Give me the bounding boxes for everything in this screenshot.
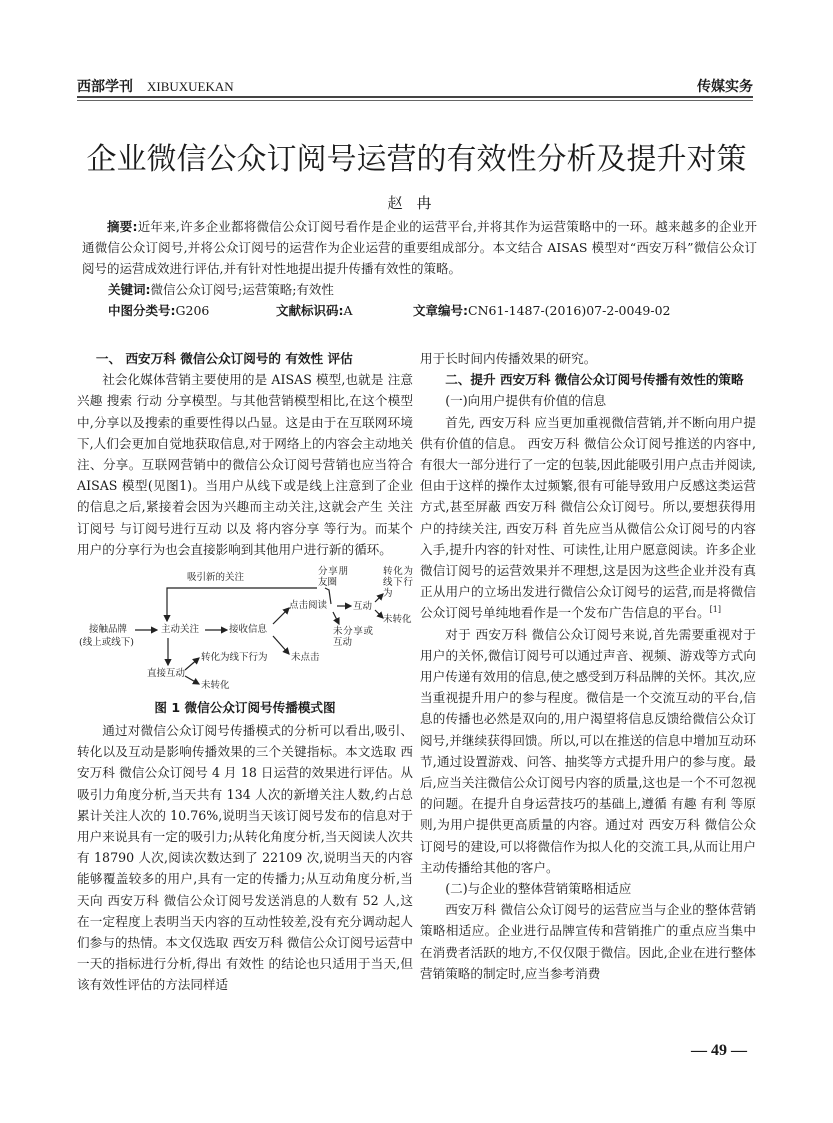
- page-number: — 49 —: [691, 1042, 747, 1059]
- classification-meta: [82, 300, 757, 321]
- node-not-click: 未点击: [291, 652, 320, 664]
- clc-label: 中图分类号:: [108, 303, 176, 318]
- article-no-value: CN61-1487-(2016)07-2-0049-02: [468, 303, 671, 318]
- arrow-interact-convert: [375, 594, 383, 602]
- paragraph-continued: 用于长时间内传播效果的研究。: [420, 351, 597, 366]
- keywords-label: 关键词:: [108, 282, 151, 297]
- author: 赵冉: [387, 194, 446, 212]
- left-column: [77, 348, 413, 996]
- arrow-direct-convert: [185, 658, 199, 670]
- node-interact: 互动: [353, 601, 373, 613]
- paragraph: 对于 西安万科 微信公众订阅号来说,首先需要重视对于用户的关怀,微信订阅号可以通过声音、视频、游戏等方式向用户传递有效用的信息,使之感受到万科品牌的关怀。其次,应当重视提升用户的参与程度。微信是一个交流互动的平台,信息的传播也必然是双向的,用户渴望将信息反馈给微信公众订阅号,并继续获得回馈。所以,可以在推送的信息中增加互动环节,通过设置游戏、问答、抽奖等方式提升用户的参与度。最后,应当关注微信公众订阅号内容的质量,这也是一个不可忽视的问题。在提升自身运营技巧的基础上,遵循 有趣 有利 等原则,为用户提供更高质量的内容。通过对 西安万科 微信公众订阅号的建设,可以将微信作为拟人化的交流工具,从而让用户主动传播给其他的客户。: [420, 626, 756, 875]
- paragraph-text: 首先, 西安万科 应当更加重视微信营销,并不断向用户提供有价值的信息。 西安万科 微信公众订阅号推送的内容中,有很大一部分进行了一定的包装,因此能吸引用户点击并阅读,但由于这样的操作太过频繁,很有可能导致用户反感这类运营方式,甚至屏蔽 西安万科 微信公众订阅号。所以,要想获得用户的持续关注, 西安万科 首先应当从微信公众订阅号的内容入手,提升内容的针对性、可读性,让用户愿意阅读。许多企业微信订阅号的运营效果并不理想,这是因为这些企业并没有真正从用户的立场出发进行微信公众订阅号的运营,而是将微信公众订阅号单纯地看作是一个发布广告信息的平台。: [420, 414, 756, 621]
- journal-name-latin: XIBUXUEKAN: [147, 79, 234, 94]
- keywords: [82, 279, 757, 300]
- node-convert-offline: 转化为线下行为: [201, 652, 268, 664]
- keywords-text: 微信公众订阅号;运营策略;有效性: [150, 282, 334, 297]
- article-title: 企业微信公众订阅号运营的有效性分析及提升对策: [86, 142, 747, 177]
- node-contact-brand-sub: (线上或线下): [79, 637, 134, 649]
- journal-name-cn: 西部学刊: [77, 79, 133, 95]
- node-not-convert-2: 未转化: [383, 614, 412, 626]
- subsection-heading-1: (一)向用户提供有价值的信息: [445, 393, 607, 409]
- node-no-share: 未分享或互动: [333, 626, 373, 649]
- abstract: [82, 216, 757, 279]
- clc-number: [108, 300, 276, 321]
- journal-name: [77, 76, 234, 96]
- figure-caption: 图 1 微信公众订阅号传播模式图: [154, 700, 336, 716]
- arrow-receive-click: [273, 608, 289, 624]
- paragraph: 西安万科 微信公众订阅号的运营应当与企业的整体营销策略相适应。企业进行品牌宣传和营销推广的重点应当集中在消费者活跃的地方,不仅仅限于微信。因此,企业在进行整体营销策略的制定时,应当参考消费: [420, 902, 756, 981]
- node-receive: 接收信息: [229, 624, 268, 636]
- arrow-click-noshare: [333, 612, 339, 624]
- section-heading-2: 二、提升 西安万科 微信公众订阅号传播有效性的策略: [445, 372, 744, 388]
- document-code: [276, 300, 413, 321]
- node-attract-new: 吸引新的关注: [187, 572, 245, 584]
- running-header: [77, 74, 753, 98]
- header-rule-thick: [77, 96, 753, 98]
- node-follow: 主动关注: [161, 624, 200, 636]
- node-convert-offline-2: 转化为线下行为: [383, 566, 413, 600]
- clc-value: G206: [175, 303, 210, 318]
- figure-1-diagram: [77, 564, 413, 696]
- node-share-moments: 分享朋友圈: [318, 566, 348, 589]
- node-direct-interact: 直接互动: [147, 668, 186, 680]
- subsection-heading-2: (二)与企业的整体营销策略相适应: [445, 881, 632, 897]
- node-contact-brand: 接触品牌: [89, 624, 128, 636]
- paragraph: 社会化媒体营销主要使用的是 AISAS 模型,也就是 注意 兴趣 搜索 行动 分享模型。与其他营销模型相比,在这个模型中,分享以及搜索的重要性得以凸显。这是由于在互联网环境下,人们会更加自觉地获取信息,对于网络上的内容会主动地关注、分享。互联网营销中的微信公众订阅号营销也应当符合 AISAS 模型(见图1)。当用户从线下或是线上注意到了企业的信息之后,紧接着会因为兴趣而主动关注,这就会产生 关注订阅号 与订阅号进行互动 以及 将内容分享 等行为。而某个用户的分享行为也会直接影响到其他用户进行新的循环。: [77, 372, 413, 557]
- section-name: 传媒实务: [697, 79, 753, 95]
- node-not-convert: 未转化: [201, 680, 230, 692]
- section-heading-1: 一、 西安万科 微信公众订阅号的 有效性 评估: [95, 351, 353, 366]
- citation-ref[interactable]: [1]: [709, 605, 721, 615]
- paragraph: 通过对微信公众订阅号传播模式的分析可以看出,吸引、转化以及互动是影响传播效果的三个关键指标。本文选取 西安万科 微信公众订阅号 4 月 18 日运营的效果进行评估。从吸引力角度分析,当天共有 134 人次的新增关注人数,约占总累计关注人次的 10.76%,说明当天该订阅号发布的信息对于用户来说具有一定的吸引力;从转化角度分析,当天阅读人次共有 18790 人次,阅读次数达到了 22109 次,说明当天的内容能够覆盖较多的用户,具有一定的传播力;从互动角度分析,当天向 西安万科 微信公众订阅号发送消息的人数有 52 人,这在一定程度上表明当天内容的互动性较差,没有充分调动起人们参与的热情。本文仅选取 西安万科 微信公众订阅号运营中一天的指标进行分析,得出 有效性 的结论也只适用于当天,但该有效性评估的方法同样适: [77, 723, 413, 993]
- right-column: [420, 348, 756, 984]
- arrow-interact-notconvert: [375, 610, 383, 618]
- header-rule-thin: [77, 100, 753, 101]
- article-no-label: 文章编号:: [413, 303, 468, 318]
- node-click-read: 点击阅读: [289, 600, 328, 612]
- arrow-direct-notconvert: [185, 676, 199, 684]
- doc-code-value: A: [343, 303, 353, 318]
- article-number: [413, 300, 670, 321]
- arrow-receive-notclick: [273, 636, 289, 654]
- doc-code-label: 文献标识码:: [276, 303, 344, 318]
- front-matter: [82, 216, 757, 321]
- abstract-text: 近年来,许多企业都将微信公众订阅号看作是企业的运营平台,并将其作为运营策略中的一环。越来越多的企业开通微信公众订阅号,并将公众订阅号的运营作为企业运营的重要组成部分。本文结合 AISAS 模型对“西安万科”微信公众订阅号的运营成效进行评估,并有针对性地提出提升传播有效性的策略。: [82, 219, 758, 276]
- paragraph: [420, 412, 756, 624]
- abstract-label: 摘要:: [107, 219, 138, 234]
